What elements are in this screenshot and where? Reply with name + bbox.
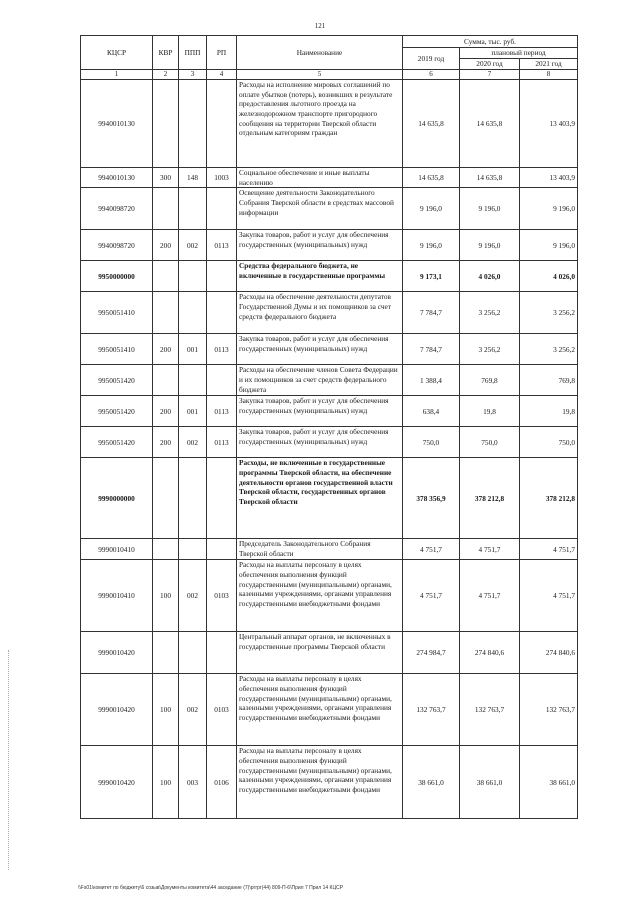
ppp-cell: [179, 539, 207, 560]
value-2019-cell: 9 196,0: [403, 230, 460, 261]
kvr-cell: [153, 365, 179, 396]
rp-cell: [207, 632, 237, 674]
rp-cell: 0103: [207, 674, 237, 746]
name-cell: Социальное обеспечение и иные выплаты населению: [237, 168, 403, 188]
index-cell: 8: [520, 70, 578, 80]
kvr-cell: [153, 188, 179, 230]
name-cell: Освещение деятельности Законодательного Собрания Тверской области в средствах массовой информации: [237, 188, 403, 230]
kcsr-cell: 9950000000: [81, 261, 153, 292]
kcsr-cell: 9950051420: [81, 427, 153, 458]
index-cell: 6: [403, 70, 460, 80]
kcsr-cell: 9950051410: [81, 292, 153, 334]
rp-cell: 0113: [207, 427, 237, 458]
name-cell: Председатель Законодательного Собрания Тверской области: [237, 539, 403, 560]
value-2019-cell: 38 661,0: [403, 746, 460, 819]
header-2019: 2019 год: [403, 48, 460, 70]
value-2019-cell: 9 173,1: [403, 261, 460, 292]
rp-cell: 0106: [207, 746, 237, 819]
name-cell: Закупка товаров, работ и услуг для обеспечения государственных (муниципальных) нужд: [237, 230, 403, 261]
value-2019-cell: 274 984,7: [403, 632, 460, 674]
name-cell: Закупка товаров, работ и услуг для обеспечения государственных (муниципальных) нужд: [237, 427, 403, 458]
value-2021-cell: 3 256,2: [520, 334, 578, 365]
kvr-cell: 200: [153, 396, 179, 427]
name-cell: Средства федерального бюджета, не включенные в государственные программы: [237, 261, 403, 292]
value-2021-cell: 9 196,0: [520, 230, 578, 261]
table-row: [81, 458, 578, 539]
kvr-cell: 100: [153, 746, 179, 819]
kcsr-cell: 9990010420: [81, 674, 153, 746]
value-2021-cell: 9 196,0: [520, 188, 578, 230]
value-2019-cell: 4 751,7: [403, 560, 460, 632]
value-2020-cell: 378 212,8: [460, 458, 520, 539]
page-number: 121: [314, 22, 326, 30]
rp-cell: 1003: [207, 168, 237, 188]
kcsr-cell: 9950051420: [81, 396, 153, 427]
name-cell: Расходы на исполнение мировых соглашений по оплате убытков (потерь), возникших в результате предоставления льготного проезда на железнодорожном транспорте пригородного сообщения на территории Тверской области отдельным категориям граждан: [237, 80, 403, 168]
value-2019-cell: 638,4: [403, 396, 460, 427]
table-row: [81, 560, 578, 632]
kvr-cell: [153, 632, 179, 674]
kcsr-cell: 9940098720: [81, 188, 153, 230]
kvr-cell: [153, 458, 179, 539]
value-2019-cell: 132 763,7: [403, 674, 460, 746]
name-cell: Закупка товаров, работ и услуг для обеспечения государственных (муниципальных) нужд: [237, 334, 403, 365]
table-row: [81, 427, 578, 458]
kcsr-cell: 9950051410: [81, 334, 153, 365]
value-2019-cell: 9 196,0: [403, 188, 460, 230]
header-name: Наименование: [237, 36, 403, 70]
rp-cell: [207, 292, 237, 334]
kcsr-cell: 9940010130: [81, 80, 153, 168]
value-2020-cell: 9 196,0: [460, 188, 520, 230]
value-2021-cell: 4 751,7: [520, 560, 578, 632]
table-row: [81, 539, 578, 560]
value-2020-cell: 750,0: [460, 427, 520, 458]
value-2021-cell: 38 661,0: [520, 746, 578, 819]
kcsr-cell: 9950051420: [81, 365, 153, 396]
value-2021-cell: 750,0: [520, 427, 578, 458]
kvr-cell: 200: [153, 427, 179, 458]
index-cell: 1: [81, 70, 153, 80]
kvr-cell: 100: [153, 674, 179, 746]
value-2020-cell: 19,8: [460, 396, 520, 427]
table-body: [81, 80, 578, 819]
value-2020-cell: 769,8: [460, 365, 520, 396]
header-2021: 2021 год: [520, 59, 578, 70]
value-2020-cell: 14 635,8: [460, 80, 520, 168]
ppp-cell: [179, 292, 207, 334]
table-row: [81, 396, 578, 427]
kcsr-cell: 9990010410: [81, 560, 153, 632]
footer-file-path: \\Fs01\комитет по бюджету\6 созыв\Документы комитета\44 заседание (7)\рггрг(44) 809-П-6\Прил 7 Прил 14 КЦСР: [78, 885, 344, 891]
table-row: [81, 80, 578, 168]
value-2020-cell: 9 196,0: [460, 230, 520, 261]
value-2019-cell: 1 388,4: [403, 365, 460, 396]
header-ppp: ППП: [179, 36, 207, 70]
kvr-cell: 300: [153, 168, 179, 188]
name-cell: Расходы на выплаты персоналу в целях обеспечения выполнения функций государственными (муниципальными) органами, казенными учреждениями, органами управления государственными внебюджетными фондами: [237, 674, 403, 746]
header-sum: Сумма, тыс. руб.: [403, 36, 578, 48]
index-cell: 2: [153, 70, 179, 80]
kcsr-cell: 9940098720: [81, 230, 153, 261]
kvr-cell: [153, 292, 179, 334]
rp-cell: 0103: [207, 560, 237, 632]
kvr-cell: [153, 261, 179, 292]
ppp-cell: [179, 188, 207, 230]
value-2020-cell: 3 256,2: [460, 292, 520, 334]
value-2021-cell: 769,8: [520, 365, 578, 396]
kcsr-cell: 9990000000: [81, 458, 153, 539]
value-2019-cell: 14 635,8: [403, 168, 460, 188]
name-cell: Расходы на обеспечение деятельности депутатов Государственной Думы и их помощников за счет средств федерального бюджета: [237, 292, 403, 334]
ppp-cell: 001: [179, 334, 207, 365]
value-2019-cell: 7 784,7: [403, 292, 460, 334]
kvr-cell: [153, 80, 179, 168]
ppp-cell: 002: [179, 674, 207, 746]
rp-cell: 0113: [207, 334, 237, 365]
table-row: [81, 292, 578, 334]
ppp-cell: [179, 80, 207, 168]
value-2021-cell: 132 763,7: [520, 674, 578, 746]
value-2020-cell: 38 661,0: [460, 746, 520, 819]
table-row: [81, 188, 578, 230]
value-2019-cell: 7 784,7: [403, 334, 460, 365]
name-cell: Закупка товаров, работ и услуг для обеспечения государственных (муниципальных) нужд: [237, 396, 403, 427]
rp-cell: [207, 261, 237, 292]
value-2020-cell: 4 026,0: [460, 261, 520, 292]
table-row: [81, 168, 578, 188]
ppp-cell: 148: [179, 168, 207, 188]
value-2019-cell: 750,0: [403, 427, 460, 458]
value-2021-cell: 378 212,8: [520, 458, 578, 539]
name-cell: Расходы на выплаты персоналу в целях обеспечения выполнения функций государственными (муниципальными) органами, казенными учреждениями, органами управления государственными внебюджетными фондами: [237, 560, 403, 632]
rp-cell: [207, 539, 237, 560]
table-header: [81, 36, 578, 80]
ppp-cell: 002: [179, 560, 207, 632]
index-cell: 7: [460, 70, 520, 80]
kcsr-cell: 9990010410: [81, 539, 153, 560]
kcsr-cell: 9990010420: [81, 632, 153, 674]
value-2021-cell: 19,8: [520, 396, 578, 427]
value-2020-cell: 274 840,6: [460, 632, 520, 674]
rp-cell: [207, 458, 237, 539]
header-plan-period: плановый период: [460, 48, 578, 59]
kcsr-cell: 9990010420: [81, 746, 153, 819]
value-2021-cell: 3 256,2: [520, 292, 578, 334]
index-cell: 3: [179, 70, 207, 80]
table-row: [81, 230, 578, 261]
kvr-cell: [153, 539, 179, 560]
ppp-cell: [179, 458, 207, 539]
rp-cell: 0113: [207, 396, 237, 427]
table-row: [81, 746, 578, 819]
kvr-cell: 200: [153, 230, 179, 261]
ppp-cell: 002: [179, 427, 207, 458]
name-cell: Расходы на обеспечение членов Совета Федерации и их помощников за счет средств федерального бюджета: [237, 365, 403, 396]
value-2019-cell: 14 635,8: [403, 80, 460, 168]
value-2021-cell: 4 026,0: [520, 261, 578, 292]
rp-cell: 0113: [207, 230, 237, 261]
value-2021-cell: 13 403,9: [520, 80, 578, 168]
kvr-cell: 200: [153, 334, 179, 365]
ppp-cell: [179, 632, 207, 674]
value-2020-cell: 4 751,7: [460, 560, 520, 632]
table-row: [81, 632, 578, 674]
rp-cell: [207, 365, 237, 396]
header-2020: 2020 год: [460, 59, 520, 70]
table-row: [81, 334, 578, 365]
name-cell: Центральный аппарат органов, не включенных в государственные программы Тверской области: [237, 632, 403, 674]
value-2021-cell: 13 403,9: [520, 168, 578, 188]
value-2020-cell: 4 751,7: [460, 539, 520, 560]
value-2019-cell: 4 751,7: [403, 539, 460, 560]
value-2021-cell: 274 840,6: [520, 632, 578, 674]
header-kvr: КВР: [153, 36, 179, 70]
budget-table: [80, 35, 578, 819]
table-row: [81, 365, 578, 396]
rp-cell: [207, 80, 237, 168]
index-cell: 5: [237, 70, 403, 80]
value-2020-cell: 14 635,8: [460, 168, 520, 188]
header-kcsr: КЦСР: [81, 36, 153, 70]
name-cell: Расходы на выплаты персоналу в целях обеспечения выполнения функций государственными (муниципальными) органами, казенными учреждениями, органами управления государственными внебюджетными фондами: [237, 746, 403, 819]
ppp-cell: 002: [179, 230, 207, 261]
table-row: [81, 261, 578, 292]
rp-cell: [207, 188, 237, 230]
ppp-cell: 001: [179, 396, 207, 427]
value-2019-cell: 378 356,9: [403, 458, 460, 539]
index-cell: 4: [207, 70, 237, 80]
kcsr-cell: 9940010130: [81, 168, 153, 188]
value-2021-cell: 4 751,7: [520, 539, 578, 560]
header-rp: РП: [207, 36, 237, 70]
kvr-cell: 100: [153, 560, 179, 632]
ppp-cell: [179, 261, 207, 292]
ppp-cell: [179, 365, 207, 396]
value-2020-cell: 3 256,2: [460, 334, 520, 365]
ppp-cell: 003: [179, 746, 207, 819]
scan-artifact: [8, 650, 10, 870]
column-index-row: [81, 70, 578, 80]
name-cell: Расходы, не включенные в государственные программы Тверской области, на обеспечение деятельности органов государственной власти Тверской области, государственных органов Тверской области: [237, 458, 403, 539]
value-2020-cell: 132 763,7: [460, 674, 520, 746]
table-row: [81, 674, 578, 746]
